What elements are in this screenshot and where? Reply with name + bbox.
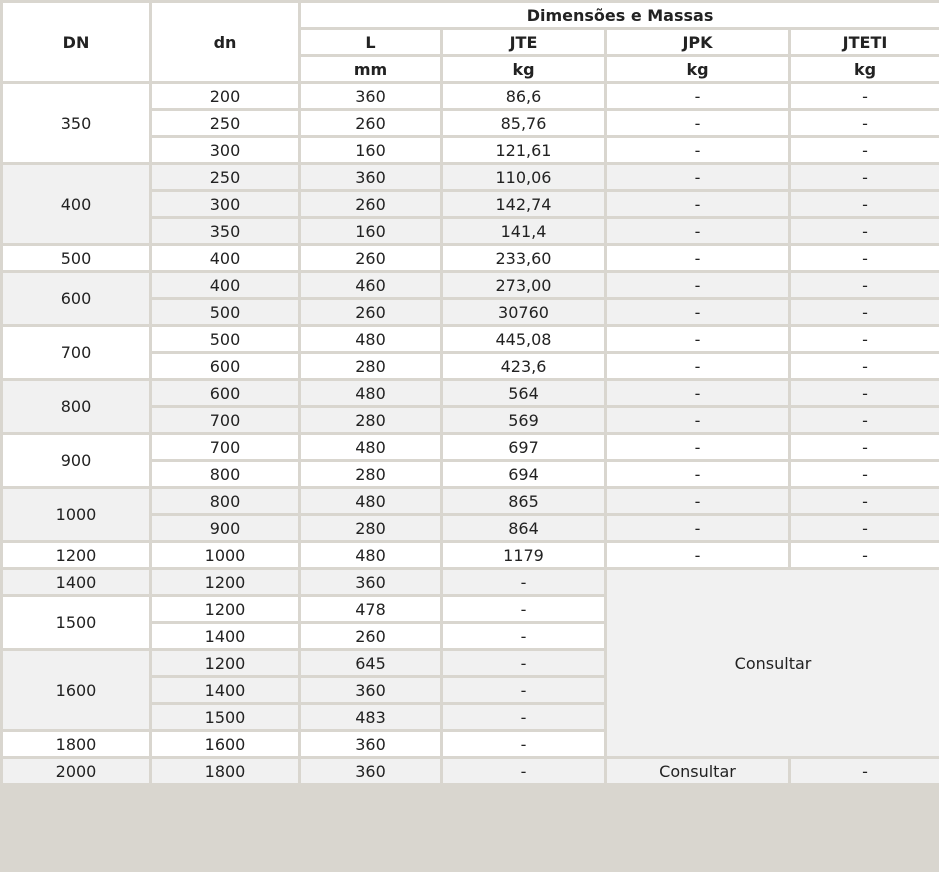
cell-jte: -	[443, 597, 604, 621]
header-col-l: L	[301, 30, 440, 54]
cell-l: 280	[301, 354, 440, 378]
cell-l: 478	[301, 597, 440, 621]
cell-dn-lower: 500	[152, 300, 298, 324]
cell-dn-upper: 700	[3, 327, 149, 378]
cell-dn-lower: 400	[152, 246, 298, 270]
cell-jte: 141,4	[443, 219, 604, 243]
header-unit-jteti: kg	[791, 57, 939, 81]
cell-jteti: -	[791, 300, 939, 324]
cell-dn-lower: 250	[152, 165, 298, 189]
cell-dn-upper: 800	[3, 381, 149, 432]
cell-dn-lower: 800	[152, 489, 298, 513]
cell-jpk: -	[607, 435, 788, 459]
table-row	[3, 327, 939, 351]
cell-dn-upper: 600	[3, 273, 149, 324]
cell-l: 480	[301, 489, 440, 513]
cell-dn-lower: 600	[152, 354, 298, 378]
table-row	[3, 489, 939, 513]
cell-jpk: Consultar	[607, 759, 788, 783]
cell-jte: 697	[443, 435, 604, 459]
cell-jpk: -	[607, 354, 788, 378]
cell-jte: 142,74	[443, 192, 604, 216]
table-row	[3, 246, 939, 270]
cell-dn-upper: 2000	[3, 759, 149, 783]
cell-jte: 423,6	[443, 354, 604, 378]
cell-jte: 1179	[443, 543, 604, 567]
cell-dn-upper: 400	[3, 165, 149, 243]
header-col-jpk: JPK	[607, 30, 788, 54]
cell-jpk: -	[607, 84, 788, 108]
table-body	[3, 84, 939, 783]
cell-dn-lower: 1500	[152, 705, 298, 729]
cell-l: 280	[301, 516, 440, 540]
cell-dn-upper: 500	[3, 246, 149, 270]
cell-l: 645	[301, 651, 440, 675]
header-unit-jpk: kg	[607, 57, 788, 81]
cell-jteti: -	[791, 273, 939, 297]
cell-jteti: -	[791, 408, 939, 432]
cell-l: 280	[301, 408, 440, 432]
table-row	[3, 759, 939, 783]
cell-jpk: -	[607, 111, 788, 135]
cell-l: 360	[301, 570, 440, 594]
cell-jpk: -	[607, 165, 788, 189]
header-dn-lower: dn	[152, 3, 298, 81]
cell-jteti: -	[791, 111, 939, 135]
cell-l: 160	[301, 138, 440, 162]
cell-dn-lower: 200	[152, 84, 298, 108]
cell-jte: 30760	[443, 300, 604, 324]
cell-jte: -	[443, 678, 604, 702]
cell-dn-lower: 400	[152, 273, 298, 297]
cell-jte: 110,06	[443, 165, 604, 189]
cell-dn-lower: 600	[152, 381, 298, 405]
cell-jte: 85,76	[443, 111, 604, 135]
cell-jpk: -	[607, 192, 788, 216]
cell-dn-lower: 1200	[152, 597, 298, 621]
cell-dn-upper: 1000	[3, 489, 149, 540]
cell-l: 260	[301, 246, 440, 270]
cell-jteti: -	[791, 462, 939, 486]
cell-jteti: -	[791, 489, 939, 513]
cell-jte: 86,6	[443, 84, 604, 108]
cell-jte: 233,60	[443, 246, 604, 270]
table-row	[3, 165, 939, 189]
cell-jpk: -	[607, 408, 788, 432]
cell-dn-lower: 1400	[152, 624, 298, 648]
cell-dn-lower: 1200	[152, 570, 298, 594]
cell-l: 360	[301, 732, 440, 756]
cell-dn-lower: 800	[152, 462, 298, 486]
header-dn-upper: DN	[3, 3, 149, 81]
cell-l: 360	[301, 165, 440, 189]
cell-jte: 445,08	[443, 327, 604, 351]
cell-dn-lower: 250	[152, 111, 298, 135]
cell-l: 160	[301, 219, 440, 243]
cell-l: 260	[301, 624, 440, 648]
cell-l: 483	[301, 705, 440, 729]
header-group-title: Dimensões e Massas	[301, 3, 939, 27]
cell-jteti: -	[791, 435, 939, 459]
cell-dn-upper: 1800	[3, 732, 149, 756]
cell-dn-lower: 1800	[152, 759, 298, 783]
cell-dn-lower: 300	[152, 138, 298, 162]
cell-l: 360	[301, 678, 440, 702]
cell-jpk: -	[607, 327, 788, 351]
cell-jte: 121,61	[443, 138, 604, 162]
cell-jte: -	[443, 651, 604, 675]
cell-jte: 569	[443, 408, 604, 432]
cell-jteti: -	[791, 354, 939, 378]
cell-jpk: -	[607, 246, 788, 270]
header-unit-l: mm	[301, 57, 440, 81]
header-col-jteti: JTETI	[791, 30, 939, 54]
cell-jpk: -	[607, 273, 788, 297]
cell-dn-upper: 1200	[3, 543, 149, 567]
cell-dn-lower: 300	[152, 192, 298, 216]
cell-jteti: -	[791, 381, 939, 405]
cell-l: 360	[301, 84, 440, 108]
header-col-jte: JTE	[443, 30, 604, 54]
table-row	[3, 273, 939, 297]
table-row	[3, 84, 939, 108]
cell-l: 260	[301, 111, 440, 135]
cell-jpk: -	[607, 219, 788, 243]
cell-jte: 864	[443, 516, 604, 540]
cell-dn-upper: 1400	[3, 570, 149, 594]
table-row	[3, 381, 939, 405]
cell-dn-lower: 1400	[152, 678, 298, 702]
cell-jpk: -	[607, 543, 788, 567]
cell-l: 480	[301, 543, 440, 567]
cell-jpk: -	[607, 381, 788, 405]
cell-dn-lower: 1000	[152, 543, 298, 567]
cell-jpk: -	[607, 138, 788, 162]
table-row	[3, 543, 939, 567]
cell-jte: 564	[443, 381, 604, 405]
cell-jpk: -	[607, 489, 788, 513]
cell-l: 480	[301, 381, 440, 405]
cell-jte: -	[443, 732, 604, 756]
cell-dn-upper: 900	[3, 435, 149, 486]
cell-jteti: -	[791, 138, 939, 162]
cell-jte: -	[443, 570, 604, 594]
table-header	[3, 3, 939, 81]
cell-jteti: -	[791, 327, 939, 351]
cell-jte: 273,00	[443, 273, 604, 297]
cell-jteti: -	[791, 84, 939, 108]
table-row	[3, 435, 939, 459]
cell-l: 360	[301, 759, 440, 783]
cell-dn-upper: 350	[3, 84, 149, 162]
cell-jteti: -	[791, 759, 939, 783]
cell-jte: 865	[443, 489, 604, 513]
cell-jte: -	[443, 624, 604, 648]
cell-jte: -	[443, 705, 604, 729]
cell-jteti: -	[791, 516, 939, 540]
cell-dn-lower: 350	[152, 219, 298, 243]
cell-dn-upper: 1600	[3, 651, 149, 729]
cell-jteti: -	[791, 543, 939, 567]
cell-l: 460	[301, 273, 440, 297]
cell-l: 480	[301, 327, 440, 351]
cell-jte: -	[443, 759, 604, 783]
cell-jte: 694	[443, 462, 604, 486]
cell-l: 280	[301, 462, 440, 486]
cell-l: 480	[301, 435, 440, 459]
cell-jteti: -	[791, 219, 939, 243]
cell-dn-lower: 1600	[152, 732, 298, 756]
cell-jpk: -	[607, 516, 788, 540]
cell-dn-lower: 700	[152, 408, 298, 432]
cell-dn-lower: 900	[152, 516, 298, 540]
cell-jteti: -	[791, 192, 939, 216]
cell-l: 260	[301, 300, 440, 324]
cell-jteti: -	[791, 246, 939, 270]
cell-consult-merged: Consultar	[607, 570, 939, 756]
cell-dn-lower: 500	[152, 327, 298, 351]
cell-dn-lower: 1200	[152, 651, 298, 675]
cell-l: 260	[301, 192, 440, 216]
header-unit-jte: kg	[443, 57, 604, 81]
cell-dn-lower: 700	[152, 435, 298, 459]
cell-jteti: -	[791, 165, 939, 189]
cell-jpk: -	[607, 462, 788, 486]
cell-dn-upper: 1500	[3, 597, 149, 648]
table-row	[3, 570, 939, 594]
cell-jpk: -	[607, 300, 788, 324]
